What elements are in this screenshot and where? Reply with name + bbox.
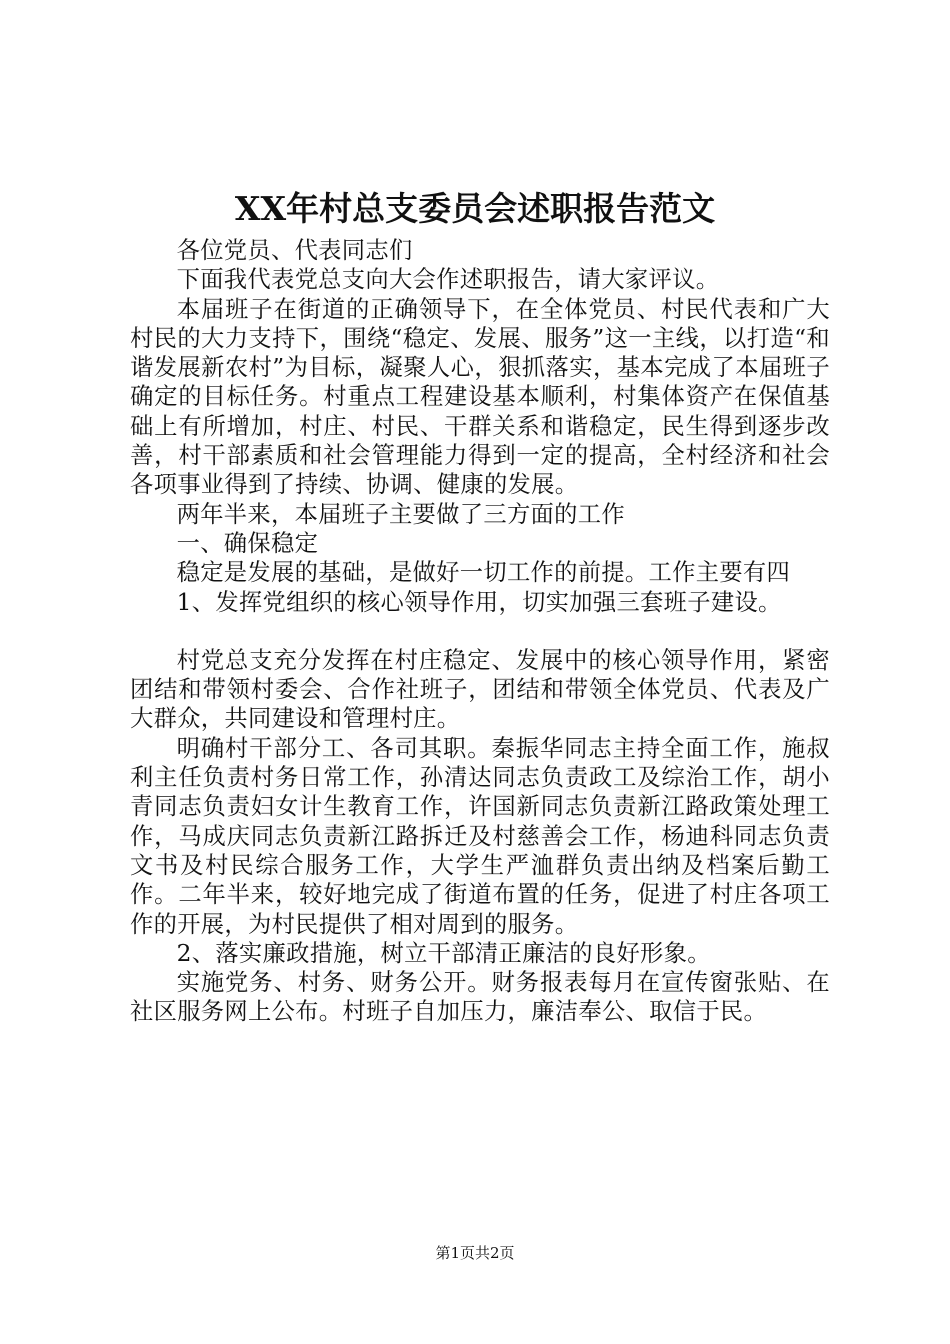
paragraph-greeting: 各位党员、代表同志们	[176, 237, 413, 264]
paragraph-division-of-labor: 明确村干部分工、各司其职。秦振华同志主持全面工作，施叔利主任负责村务日常工作，孙清达同志负责政工及综治工作，胡小青同志负责妇女计生教育工作，许国新同志负责新江路政策处理工作，马成庆同志负责新江路拆迁及村慈善会工作，杨迪科同志负责文书及村民综合服务工作，大学生严洫群负责出纳及档案后勤工作。二年半来，较好地完成了街道布置的任务，促进了村庄各项工作的开展，为村民提供了相对周到的服务。	[130, 734, 830, 938]
section-heading-stability: 一、确保稳定	[176, 529, 319, 557]
paragraph-intro: 下面我代表党总支向大会作述职报告，请大家评议。	[176, 266, 720, 294]
blank-line	[130, 617, 830, 646]
subheading-clean-governance: 2、落实廉政措施，树立干部清正廉洁的良好形象。	[176, 939, 711, 967]
paragraph-stability: 稳定是发展的基础，是做好一切工作的前提。工作主要有四	[176, 559, 791, 587]
document-body	[130, 236, 830, 1027]
page-number: 第1页	[435, 1244, 475, 1262]
page-footer	[0, 1243, 950, 1263]
document-title: XX年村总支委员会述职报告范文	[234, 189, 716, 228]
page-total: 共2页	[475, 1244, 515, 1262]
subheading-party-leadership: 1、发挥党组织的核心领导作用，切实加强三套班子建设。	[176, 588, 782, 616]
paragraph-transparency: 实施党务、村务、财务公开。财务报表每月在宣传窗张贴、在社区服务网上公布。村班子自加压力，廉洁奉公、取信于民。	[130, 969, 830, 1026]
paragraph-summary: 本届班子在街道的正确领导下，在全体党员、村民代表和广大村民的大力支持下，围绕“稳定、发展、服务”这一主线，以打造“和谐发展新农村”为目标，凝聚人心，狠抓落实，基本完成了本届班子确定的目标任务。村重点工程建设基本顺利，村集体资产在保值基础上有所增加，村庄、村民、干群关系和谐稳定，民生得到逐步改善，村干部素质和社会管理能力得到一定的提高，全村经济和社会各项事业得到了持续、协调、健康的发展。	[130, 295, 830, 499]
paragraph-overview: 两年半来，本届班子主要做了三方面的工作	[176, 500, 625, 528]
paragraph-party-role: 村党总支充分发挥在村庄稳定、发展中的核心领导作用，紧密团结和带领村委会、合作社班子，团结和带领全体党员、代表及广大群众，共同建设和管理村庄。	[130, 646, 830, 733]
